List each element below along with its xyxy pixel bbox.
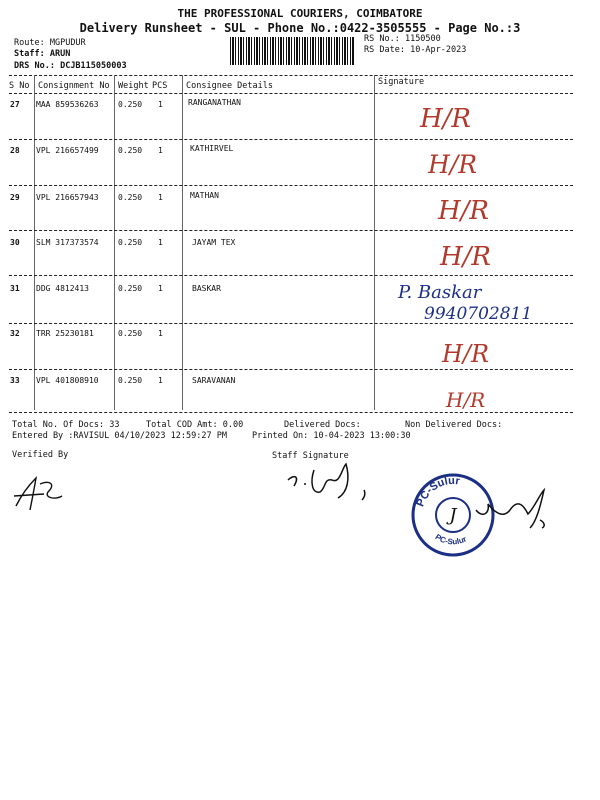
verified-signature — [10, 470, 80, 520]
row-sno: 33 — [10, 376, 20, 385]
row-sno: 30 — [10, 238, 20, 247]
delivered-docs: Delivered Docs: — [284, 420, 361, 430]
printed-on: Printed On: 10-04-2023 13:00:30 — [252, 431, 411, 441]
verified-by-label: Verified By — [12, 450, 69, 460]
signature-handwriting: H/R — [438, 196, 490, 226]
row-consignee: JAYAM TEX — [192, 238, 236, 247]
row-consignment: DDG 4812413 — [36, 284, 89, 293]
drs-label: DRS No.: — [14, 61, 55, 71]
row-rule — [9, 369, 573, 370]
row-pcs: 1 — [158, 238, 163, 247]
col-weight: Weight — [118, 81, 149, 91]
row-rule — [9, 275, 573, 276]
signature-handwriting: H/R — [446, 388, 486, 412]
row-weight: 0.250 — [118, 284, 143, 293]
header-rule — [9, 93, 573, 94]
signature-phone: 9940702811 — [424, 304, 533, 324]
signature-handwriting: H/R — [440, 242, 492, 272]
row-rule — [9, 230, 573, 231]
row-weight: 0.250 — [118, 329, 143, 338]
route-value: MGPUDUR — [49, 38, 86, 48]
row-consignee: RANGANATHAN — [188, 98, 241, 107]
row-sno: 32 — [10, 329, 20, 338]
row-pcs: 1 — [158, 376, 163, 385]
staff-signature-label: Staff Signature — [272, 451, 349, 461]
row-rule — [9, 185, 573, 186]
col-divider — [374, 75, 375, 410]
rs-no-label: RS No.: — [364, 34, 400, 44]
staff-value: ARUN — [49, 49, 71, 59]
row-weight: 0.250 — [118, 193, 143, 202]
row-consignee: KATHIRVEL — [190, 144, 234, 153]
stamp-signature — [470, 484, 560, 534]
col-divider — [182, 75, 183, 410]
row-sno: 29 — [10, 193, 20, 202]
row-pcs: 1 — [158, 329, 163, 338]
rs-no-value: 1150500 — [404, 34, 441, 44]
col-pcs: PCS — [152, 81, 168, 91]
entered-by: Entered By :RAVISUL 04/10/2023 12:59:27 PM — [12, 431, 227, 441]
rs-date-value: 10-Apr-2023 — [410, 45, 467, 55]
stamp-bottom-text: PC-Sulur — [433, 532, 468, 547]
row-pcs: 1 — [158, 193, 163, 202]
barcode — [230, 37, 355, 65]
signature-handwriting: H/R — [428, 150, 478, 179]
rs-date-row — [364, 45, 466, 55]
staff-signature — [280, 458, 380, 506]
row-consignee: MATHAN — [190, 191, 219, 200]
row-weight: 0.250 — [118, 376, 143, 385]
drs-row — [14, 61, 127, 71]
row-consignment: SLM 317373574 — [36, 238, 99, 247]
rs-date-label: RS Date: — [364, 45, 405, 55]
total-docs: Total No. Of Docs: 33 — [12, 420, 120, 430]
row-weight: 0.250 — [118, 146, 143, 155]
company-title: THE PROFESSIONAL COURIERS, COIMBATORE — [177, 7, 423, 20]
row-consignment: VPL 216657943 — [36, 193, 99, 202]
row-pcs: 1 — [158, 284, 163, 293]
staff-label: Staff: — [14, 49, 45, 59]
row-consignment: MAA 859536263 — [36, 100, 99, 109]
table-top-rule — [9, 75, 573, 76]
route-label: Route: — [14, 38, 45, 48]
non-delivered-docs: Non Delivered Docs: — [405, 420, 503, 430]
row-weight: 0.250 — [118, 100, 143, 109]
row-consignee: SARAVANAN — [192, 376, 236, 385]
col-divider — [114, 75, 115, 410]
signature-handwriting: H/R — [442, 340, 490, 368]
rs-no-row — [364, 34, 441, 44]
col-consignment: Consignment No — [38, 81, 110, 91]
drs-value: DCJB115050003 — [60, 61, 127, 71]
col-consignee: Consignee Details — [186, 81, 273, 91]
signature-handwriting: P. Baskar — [398, 282, 482, 303]
row-pcs: 1 — [158, 100, 163, 109]
row-consignment: VPL 216657499 — [36, 146, 99, 155]
runsheet-subtitle: Delivery Runsheet - SUL - Phone No.:0422-3505555 - Page No.:3 — [79, 21, 521, 35]
row-sno: 27 — [10, 100, 20, 109]
stamp-top-text: PC-Sulur — [414, 474, 461, 509]
row-consignment: TRR 25230181 — [36, 329, 94, 338]
row-rule — [9, 139, 573, 140]
col-divider — [34, 75, 35, 410]
row-consignee: BASKAR — [192, 284, 221, 293]
row-consignment: VPL 401808910 — [36, 376, 99, 385]
row-sno: 31 — [10, 284, 20, 293]
staff-row — [14, 49, 70, 59]
row-weight: 0.250 — [118, 238, 143, 247]
table-bottom-rule — [9, 412, 573, 413]
row-sno: 28 — [10, 146, 20, 155]
signature-handwriting: H/R — [420, 104, 472, 134]
total-cod: Total COD Amt: 0.00 — [146, 420, 244, 430]
col-signature: Signature — [378, 77, 425, 87]
stamp-center-text: J — [449, 505, 457, 526]
row-pcs: 1 — [158, 146, 163, 155]
route-row — [14, 38, 86, 48]
col-sno: S No — [9, 81, 30, 91]
